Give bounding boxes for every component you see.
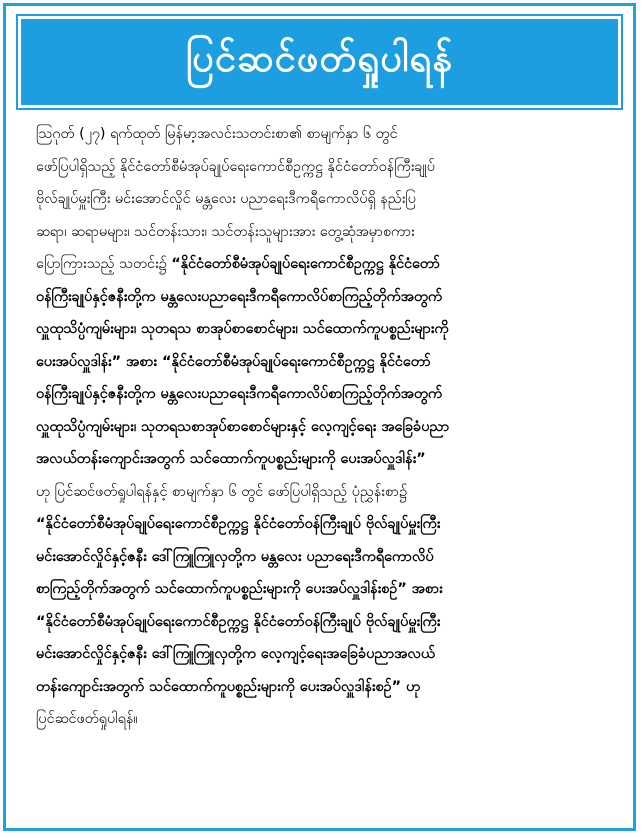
notice-line: ပြောကြားသည့် သတင်း၌ “နိုင်ငံတော်စီမံအုပ်ချုပ်ရေးကောင်စီဥက္ကဋ္ဌ နိုင်ငံတော် xyxy=(36,256,440,272)
notice-title: ပြင်ဆင်ဖတ်ရှုပါရန် xyxy=(185,36,454,80)
notice-line: ဝန်ကြီးချုပ်နှင့်ဇနီးတို့က မန္တလေးပညာရေးဒီကရီကောလိပ်စာကြည့်တိုက်အတွက် xyxy=(36,386,443,402)
title-banner xyxy=(18,16,621,108)
notice-line: လှူထုသိပ္ပံကျမ်းများ၊ သုတရသ စာအုပ်စာစောင်များ၊ သင်ထောက်ကူပစ္စည်းများကို xyxy=(36,321,449,337)
notice-line: “နိုင်ငံတော်စီမံအုပ်ချုပ်ရေးကောင်စီဥက္ကဋ္ဌ နိုင်ငံတော်ဝန်ကြီးချုပ် ဗိုလ်ချုပ်မှူးကြီး xyxy=(36,516,441,532)
notice-line: အလယ်တန်းကျောင်းအတွက် သင်ထောက်ကူပစ္စည်းများကို ပေးအပ်လှူဒါန်း” xyxy=(36,451,426,467)
notice-body xyxy=(36,118,618,736)
notice-line: “နိုင်ငံတော်စီမံအုပ်ချုပ်ရေးကောင်စီဥက္ကဋ္ဌ နိုင်ငံတော်ဝန်ကြီးချုပ် ဗိုလ်ချုပ်မှူးကြီး xyxy=(36,613,441,630)
notice-line: ဩဂုတ် (၂၇) ရက်ထုတ် မြန်မာ့အလင်းသတင်းစာ၏ စာမျက်နှာ ၆ တွင် xyxy=(36,126,398,142)
notice-line: စာကြည့်တိုက်အတွက် သင်ထောက်ကူပစ္စည်းများကို ပေးအပ်လှူဒါန်းစဉ်” အစား xyxy=(36,581,443,597)
notice-line: တန်းကျောင်းအတွက် သင်ထောက်ကူပစ္စည်းများကို ပေးအပ်လှူဒါန်းစဉ်” ဟု xyxy=(36,678,421,695)
notice-line: ဆရာ၊ ဆရာမများ၊ သင်တန်းသား၊ သင်တန်းသူများအား တွေ့ဆုံအမှာစကား xyxy=(36,223,415,240)
notice-line: ဝန်ကြီးချုပ်နှင့်ဇနီးတို့က မန္တလေးပညာရေးဒီကရီကောလိပ်စာကြည့်တိုက်အတွက် xyxy=(36,288,443,305)
notice-line: ပေးအပ်လှူဒါန်း” အစား “နိုင်ငံတော်စီမံအုပ်ချုပ်ရေးကောင်စီဥက္ကဋ္ဌ နိုင်ငံတော် xyxy=(36,353,431,370)
notice-line: မင်းအောင်လှိုင်နှင့်ဇနီး ဒေါ်ကြူကြူလှတို့က မန္တလေး ပညာရေးဒီကရီကောလိပ် xyxy=(36,548,434,565)
notice-line: မင်းအောင်လှိုင်နှင့်ဇနီး ဒေါ်ကြူကြူလှတို့က လေ့ကျင့်ရေးအခြေခံပညာအလယ် xyxy=(36,646,435,662)
notice-frame xyxy=(3,3,636,831)
notice-line: ဗိုလ်ချုပ်မှူးကြီး မင်းအောင်လှိုင် မန္တလေး ပညာရေးဒီကရီကောလိပ်ရှိ နည်းပြ xyxy=(36,191,417,207)
notice-line: ဖော်ပြပါရှိသည့် နိုင်ငံတော်စီမံအုပ်ချုပ်ရေးကောင်စီဥက္ကဋ္ဌ နိုင်ငံတော်ဝန်ကြီးချုပ် xyxy=(36,158,435,175)
notice-line: လှူထုသိပ္ပံကျမ်းများ၊ သုတရသစာအုပ်စာစောင်များနှင့် လေ့ကျင့်ရေး အခြေခံပညာ xyxy=(36,418,450,435)
notice-line: ဟု ပြင်ဆင်ဖတ်ရှုပါရန်နှင့် စာမျက်နှာ ၆ တွင် ဖော်ပြပါရှိသည့် ပုံညွှန်းစာ၌ xyxy=(36,483,407,500)
notice-line: ပြင်ဆင်ဖတ်ရှုပါရန်။ xyxy=(36,711,138,727)
